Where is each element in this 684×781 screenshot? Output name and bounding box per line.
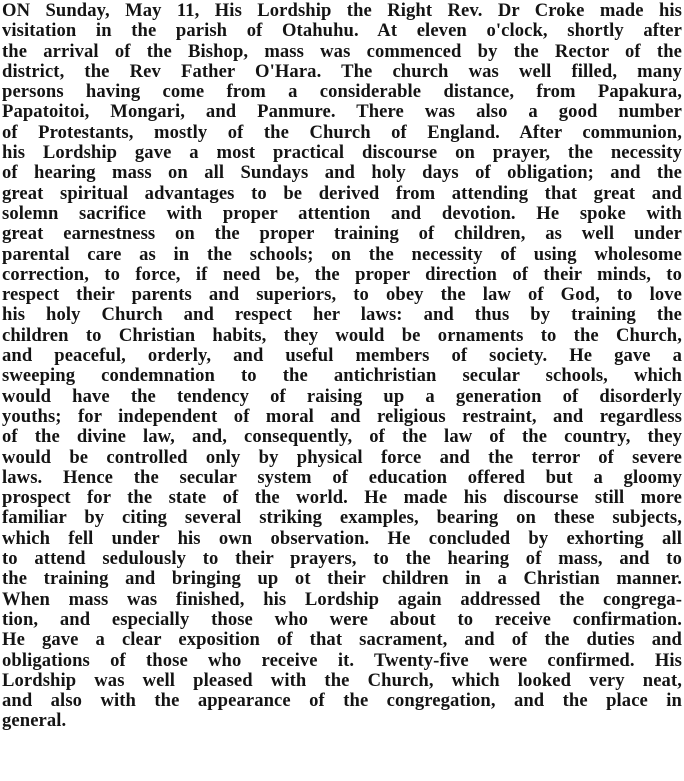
text-line: He gave a clear exposition of that sacrament, and of the duties and: [2, 629, 682, 651]
text-line: general.: [2, 710, 67, 732]
text-line: youths; for independent of moral and religious restraint, and regardless: [2, 405, 682, 427]
text-line: tion, and especially those who were about to receive confirmation.: [2, 608, 682, 630]
text-line: district, the Rev Father O'Hara. The church was well filled, many: [2, 60, 682, 82]
text-line: great spiritual advantages to be derived from attending that great and: [2, 182, 682, 204]
article-body: [2, 1, 682, 732]
text-line: When mass was finished, his Lordship again addressed the congrega-: [2, 588, 682, 610]
text-line: familiar by citing several striking examples, bearing on these subjects,: [2, 507, 682, 529]
text-line: would be controlled only by physical force and the terror of severe: [2, 446, 682, 468]
text-line: sweeping condemnation to the antichristian secular schools, which: [2, 365, 682, 387]
text-line: and also with the appearance of the congregation, and the place in: [2, 690, 682, 712]
text-line: his Lordship gave a most practical discourse on prayer, the necessity: [2, 142, 682, 164]
text-line: to attend sedulously to their prayers, to the hearing of mass, and to: [2, 548, 682, 570]
text-line: great earnestness on the proper training of children, as well under: [2, 223, 682, 245]
text-line: ON Sunday, May 11, His Lordship the Right Rev. Dr Croke made his: [2, 0, 682, 21]
text-line: and peaceful, orderly, and useful members of society. He gave a: [2, 345, 682, 367]
text-line: of hearing mass on all Sundays and holy days of obligation; and the: [2, 162, 682, 184]
text-line: of the divine law, and, consequently, of the law of the country, they: [2, 426, 682, 448]
text-line: would have the tendency of raising up a generation of disorderly: [2, 385, 682, 407]
text-line: Lordship was well pleased with the Church, which looked very neat,: [2, 669, 682, 691]
text-line: persons having come from a considerable distance, from Papakura,: [2, 81, 682, 103]
text-line: solemn sacrifice with proper attention and devotion. He spoke with: [2, 202, 682, 224]
text-line: the arrival of the Bishop, mass was commenced by the Rector of the: [2, 40, 682, 62]
text-line: the training and bringing up ot their children in a Christian manner.: [2, 568, 682, 590]
text-line: correction, to force, if need be, the proper direction of their minds, to: [2, 263, 682, 285]
text-line: parental care as in the schools; on the necessity of using wholesome: [2, 243, 682, 265]
text-line: children to Christian habits, they would be ornaments to the Church,: [2, 324, 682, 346]
text-line: prospect for the state of the world. He made his discourse still more: [2, 487, 682, 509]
text-line: visitation in the parish of Otahuhu. At eleven o'clock, shortly after: [2, 20, 682, 42]
text-line: Papatoitoi, Mongari, and Panmure. There was also a good number: [2, 101, 682, 123]
text-line: laws. Hence the secular system of education offered but a gloomy: [2, 466, 682, 488]
text-line: which fell under his own observation. He concluded by exhorting all: [2, 527, 682, 549]
text-line: of Protestants, mostly of the Church of England. After communion,: [2, 121, 682, 143]
text-line: his holy Church and respect her laws: and thus by training the: [2, 304, 682, 326]
text-line: respect their parents and superiors, to obey the law of God, to love: [2, 284, 682, 306]
text-line: obligations of those who receive it. Twenty-five were confirmed. His: [2, 649, 682, 671]
